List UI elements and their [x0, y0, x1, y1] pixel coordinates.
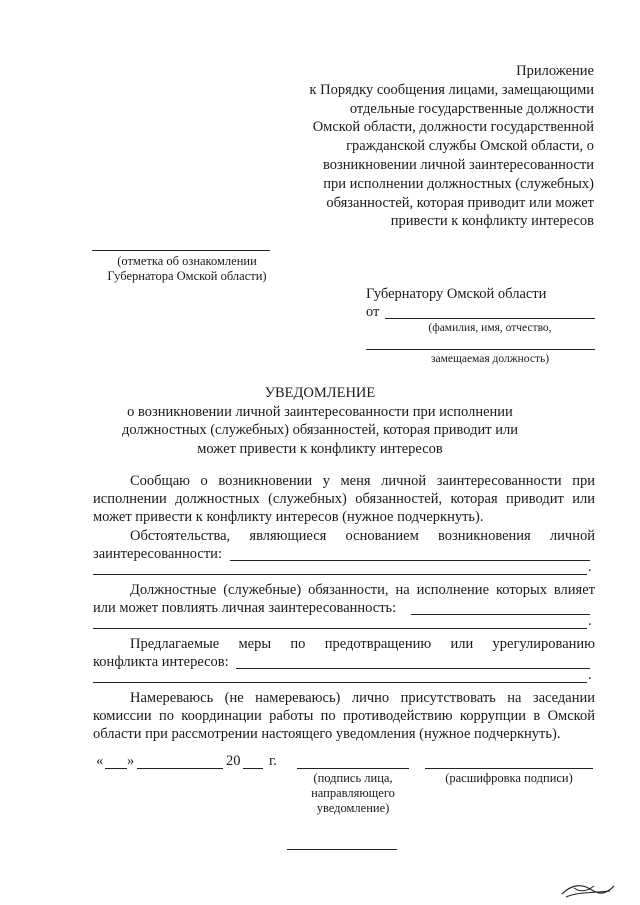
date-year-suffix: г.	[269, 753, 277, 769]
appendix-line: привести к конфликту интересов	[390, 213, 594, 230]
acknowledgement-line-2: Губернатора Омской области)	[107, 269, 267, 283]
measures-field[interactable]	[236, 668, 590, 669]
signature-field[interactable]	[297, 768, 409, 769]
signature-decode-hint: (расшифровка подписи)	[445, 771, 573, 785]
appendix-line: при исполнении должностных (служебных)	[323, 175, 594, 192]
p3-line1: Должностные (служебные) обязанности, на исполнение которых влияет	[130, 582, 595, 598]
name-field[interactable]	[385, 318, 595, 319]
addressee-from-label: от	[366, 304, 380, 320]
p4-line2: конфликта интересов:	[93, 654, 229, 670]
p5-line2: комиссии по координации работы по противодействию коррупции в Омской	[93, 708, 595, 724]
acknowledgement-caption	[92, 254, 282, 284]
p1-line1: Сообщаю о возникновении у меня личной заинтересованности при	[130, 473, 595, 489]
p1-line3: может привести к конфликту интересов (нужное подчеркнуть).	[93, 509, 484, 525]
p1-line2: исполнении должностных (служебных) обязанностей, которая приводит или	[93, 491, 595, 507]
p2-line1: Обстоятельства, являющиеся основанием возникновения личной	[130, 528, 595, 544]
date-year-prefix: 20	[226, 753, 241, 769]
acknowledgement-line[interactable]	[92, 250, 270, 251]
duties-field-cont[interactable]	[93, 628, 587, 629]
date-day-field[interactable]	[105, 768, 127, 769]
p3-line2: или может повлиять личная заинтересованность:	[93, 600, 397, 616]
appendix-header	[274, 62, 594, 231]
period: .	[588, 667, 592, 683]
notice-subtitle-line: должностных (служебных) обязанностей, которая приводит или	[121, 422, 518, 438]
notice-title: УВЕДОМЛЕНИЕ	[264, 385, 376, 401]
date-month-field[interactable]	[137, 768, 223, 769]
appendix-line: Омской области, должности государственной	[312, 119, 594, 136]
signature-hint-line: (подпись лица,	[313, 771, 393, 785]
signature-hint-line: уведомление)	[316, 801, 390, 815]
appendix-line: к Порядку сообщения лицами, замещающими	[309, 81, 594, 98]
position-field[interactable]	[366, 349, 595, 350]
p4-line1: Предлагаемые меры по предотвращению или урегулированию	[130, 636, 595, 652]
period: .	[588, 613, 592, 629]
appendix-line: отдельные государственные должности	[349, 100, 594, 117]
appendix-line: гражданской службы Омской области, о	[346, 138, 594, 155]
p5-line1: Намереваюсь (не намереваюсь) лично присутствовать на заседании	[130, 690, 595, 706]
handwritten-initials-icon	[560, 880, 616, 900]
notice-subtitle-line: может привести к конфликту интересов	[197, 440, 443, 457]
appendix-line: возникновении личной заинтересованности	[322, 156, 594, 173]
position-hint: замещаемая должность)	[430, 353, 550, 365]
name-hint: (фамилия, имя, отчество,	[428, 322, 552, 334]
circumstances-field-cont[interactable]	[93, 574, 587, 575]
circumstances-field[interactable]	[230, 560, 590, 561]
period: .	[588, 559, 592, 575]
p2-line2: заинтересованности:	[93, 546, 222, 562]
notice-heading	[0, 384, 640, 458]
appendix-line: обязанностей, которая приводит или может	[326, 194, 594, 211]
closing-line	[287, 849, 397, 850]
addressee-to: Губернатору Омской области	[366, 286, 547, 302]
duties-field[interactable]	[411, 614, 590, 615]
notice-subtitle-line: о возникновении личной заинтересованности при исполнении	[127, 403, 513, 420]
signature-hint	[297, 771, 409, 816]
p5-line3: области при рассмотрении настоящего уведомления (нужное подчеркнуть).	[93, 726, 561, 742]
signature-decode-field[interactable]	[425, 768, 593, 769]
date-quote-close: »	[127, 753, 135, 769]
appendix-line: Приложение	[516, 63, 594, 79]
date-year-field[interactable]	[243, 768, 263, 769]
acknowledgement-line-1: (отметка об ознакомлении	[117, 254, 257, 268]
signature-hint-line: направляющего	[311, 786, 395, 800]
measures-field-cont[interactable]	[93, 682, 587, 683]
date-quote-open: «	[96, 753, 104, 769]
